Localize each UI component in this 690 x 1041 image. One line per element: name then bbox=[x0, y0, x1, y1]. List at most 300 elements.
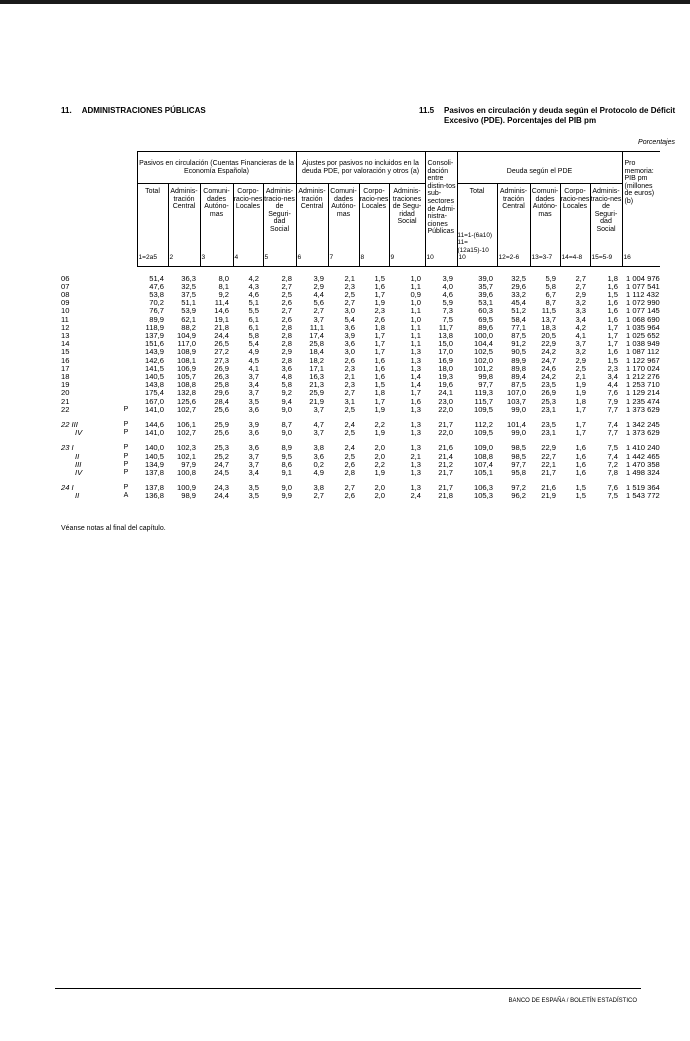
cell-col-5: 2,7 bbox=[281, 281, 292, 291]
cell-col-13: 5,9 bbox=[545, 273, 556, 283]
cell-col-3: 24,5 bbox=[214, 468, 229, 478]
cell-col-16: 1 373 629 bbox=[626, 404, 660, 414]
cell-col-9: 1,3 bbox=[410, 420, 421, 430]
cell-col-13: 13,7 bbox=[541, 314, 556, 324]
section-number: 11. bbox=[61, 106, 72, 115]
cell-col-9: 0,9 bbox=[410, 289, 421, 299]
section-title: ADMINISTRACIONES PÚBLICAS bbox=[81, 106, 206, 115]
cell-col-3: 11,4 bbox=[214, 298, 229, 308]
cell-col-12: 90,5 bbox=[511, 347, 526, 357]
cell-col-2: 62,1 bbox=[181, 314, 196, 324]
col-number: 4 bbox=[233, 254, 263, 266]
cell-col-3: 24,7 bbox=[214, 459, 229, 469]
cell-col-11: 39,0 bbox=[478, 273, 493, 283]
col-number: 16 bbox=[622, 254, 660, 266]
cell-col-6: 17,1 bbox=[309, 363, 324, 373]
cell-col-16: 1 253 710 bbox=[626, 380, 660, 390]
cell-col-11: 35,7 bbox=[478, 281, 493, 291]
col-regional-debt: Comuni-dades Autóno-mas bbox=[530, 184, 560, 255]
cell-col-5: 9,0 bbox=[281, 483, 292, 493]
cell-col-3: 24,3 bbox=[214, 483, 229, 493]
cell-col-8: 2,2 bbox=[374, 459, 385, 469]
cell-col-1: 118,9 bbox=[145, 322, 164, 332]
cell-col-4: 3,6 bbox=[248, 428, 259, 438]
cell-col-5: 2,8 bbox=[281, 273, 292, 283]
cell-col-13: 24,6 bbox=[541, 363, 556, 373]
cell-col-5: 2,8 bbox=[281, 322, 292, 332]
cell-col-14: 1,6 bbox=[575, 451, 586, 461]
cell-col-4: 3,7 bbox=[248, 451, 259, 461]
cell-col-8: 1,9 bbox=[374, 428, 385, 438]
cell-col-4: 3,5 bbox=[248, 491, 259, 501]
cell-col-10: 17,0 bbox=[438, 347, 453, 357]
cell-col-16: 1 442 465 bbox=[626, 451, 660, 461]
col-number: 13=3-7 bbox=[530, 254, 560, 266]
cell-col-3: 25,6 bbox=[214, 404, 229, 414]
cell-col-16: 1 235 474 bbox=[626, 396, 660, 406]
cell-col-1: 143,8 bbox=[144, 380, 164, 390]
cell-col-3: 24,4 bbox=[214, 331, 229, 340]
col-number: 7 bbox=[328, 254, 359, 266]
cell-col-9: 1,4 bbox=[410, 372, 421, 382]
col-total-debt-label: Total bbox=[469, 188, 485, 195]
row-flag: P bbox=[123, 484, 129, 492]
header-gdp-memo: Pro memoria: PIB pm (millones de euros) (b) bbox=[622, 152, 660, 255]
cell-col-12: 87,5 bbox=[511, 331, 526, 340]
cell-col-8: 1,5 bbox=[374, 273, 385, 283]
cell-col-13: 22,9 bbox=[541, 443, 556, 453]
row-label: 13 bbox=[61, 331, 70, 340]
cell-col-2: 98,9 bbox=[181, 491, 196, 501]
cell-col-11: 112,2 bbox=[474, 420, 493, 430]
cell-col-15: 1,8 bbox=[607, 273, 618, 283]
cell-col-10: 16,9 bbox=[438, 355, 453, 365]
row-label: II bbox=[75, 491, 80, 501]
cell-col-8: 1,8 bbox=[374, 388, 385, 398]
cell-col-4: 3,4 bbox=[248, 380, 259, 390]
cell-col-2: 105,7 bbox=[176, 372, 196, 382]
row-label: 20 bbox=[61, 388, 70, 398]
col-number: 2 bbox=[168, 254, 200, 266]
cell-col-7: 2,8 bbox=[344, 468, 355, 478]
table-row bbox=[61, 406, 660, 414]
cell-col-13: 22,9 bbox=[541, 339, 556, 349]
cell-col-2: 32,5 bbox=[181, 281, 196, 291]
col-social-adj: Adminis-traciones de Segu-ridad Social bbox=[389, 184, 425, 255]
cell-col-14: 2,1 bbox=[575, 372, 586, 382]
row-label: 15 bbox=[61, 347, 70, 357]
cell-col-9: 1,0 bbox=[410, 273, 421, 283]
cell-col-13: 5,8 bbox=[545, 281, 556, 291]
cell-col-7: 2,1 bbox=[344, 273, 355, 283]
cell-col-14: 3,2 bbox=[575, 298, 586, 308]
cell-col-2: 100,9 bbox=[176, 483, 196, 493]
cell-col-7: 2,4 bbox=[344, 420, 355, 430]
cell-col-12: 103,7 bbox=[506, 396, 526, 406]
cell-col-2: 36,3 bbox=[181, 273, 196, 283]
cell-col-10: 13,8 bbox=[438, 331, 453, 340]
cell-col-15: 7,4 bbox=[607, 420, 618, 430]
cell-col-10: 21,7 bbox=[438, 483, 453, 493]
cell-col-13: 18,3 bbox=[541, 322, 556, 332]
cell-col-7: 2,5 bbox=[344, 289, 355, 299]
cell-col-10: 22,0 bbox=[438, 404, 453, 414]
cell-col-1: 151,6 bbox=[144, 339, 164, 349]
row-flag bbox=[115, 324, 137, 332]
cell-col-3: 27,3 bbox=[214, 355, 229, 365]
cell-col-9: 1,0 bbox=[410, 314, 421, 324]
row-flag bbox=[115, 357, 137, 365]
cell-col-4: 3,7 bbox=[248, 459, 259, 469]
col-number: 6 bbox=[296, 254, 328, 266]
cell-col-7: 3,0 bbox=[344, 347, 355, 357]
col-number: 15=5-9 bbox=[590, 254, 622, 266]
bottom-rule bbox=[55, 988, 641, 989]
cell-col-6: 4,9 bbox=[313, 468, 324, 478]
row-flag bbox=[115, 332, 137, 340]
cell-col-12: 58,4 bbox=[511, 314, 526, 324]
cell-col-11: 107,4 bbox=[473, 459, 493, 469]
cell-col-6: 2,7 bbox=[313, 491, 324, 501]
cell-col-1: 140,5 bbox=[144, 451, 164, 461]
cell-col-5: 9,5 bbox=[281, 451, 292, 461]
cell-col-3: 25,8 bbox=[214, 380, 229, 390]
cell-col-7: 3,6 bbox=[344, 339, 355, 349]
cell-col-14: 2,5 bbox=[575, 363, 586, 373]
row-label: IV bbox=[75, 468, 83, 478]
cell-col-6: 2,7 bbox=[313, 306, 324, 316]
cell-col-12: 98,5 bbox=[511, 443, 526, 453]
cell-col-10: 18,0 bbox=[438, 363, 453, 373]
row-flag: P bbox=[123, 421, 129, 429]
cell-col-5: 2,5 bbox=[281, 289, 292, 299]
row-label: II bbox=[75, 451, 80, 461]
row-flag bbox=[115, 283, 137, 291]
cell-col-11: 104,4 bbox=[473, 339, 493, 349]
row-label: 16 bbox=[61, 355, 70, 365]
cell-col-12: 101,4 bbox=[506, 420, 526, 430]
cell-col-11: 109,5 bbox=[473, 428, 493, 438]
row-flag bbox=[115, 340, 137, 348]
cell-col-16: 1 072 990 bbox=[626, 298, 660, 308]
cell-col-16: 1 498 324 bbox=[626, 468, 660, 478]
cell-col-16: 1 035 964 bbox=[626, 322, 660, 332]
cell-col-8: 2,0 bbox=[374, 491, 385, 501]
cell-col-9: 1,3 bbox=[410, 468, 421, 478]
data-table bbox=[61, 151, 660, 501]
cell-col-1: 137,8 bbox=[144, 483, 164, 493]
cell-col-8: 1,6 bbox=[374, 372, 385, 382]
cell-col-14: 2,7 bbox=[575, 281, 586, 291]
cell-col-14: 1,7 bbox=[575, 420, 586, 430]
cell-col-10: 15,0 bbox=[438, 339, 453, 349]
row-label: 22 bbox=[61, 404, 70, 414]
cell-col-6: 18,4 bbox=[309, 347, 324, 357]
cell-col-13: 21,7 bbox=[541, 468, 556, 478]
cell-col-7: 2,3 bbox=[344, 380, 355, 390]
cell-col-4: 3,5 bbox=[248, 483, 259, 493]
cell-col-1: 47,6 bbox=[149, 281, 164, 291]
cell-col-8: 1,7 bbox=[374, 289, 385, 299]
cell-col-2: 108,1 bbox=[176, 355, 196, 365]
cell-col-6: 21,3 bbox=[309, 380, 324, 390]
cell-col-2: 102,7 bbox=[176, 428, 196, 438]
cell-col-13: 24,2 bbox=[541, 347, 556, 357]
row-flag: P bbox=[123, 405, 129, 413]
cell-col-5: 2,6 bbox=[281, 298, 292, 308]
cell-col-10: 19,3 bbox=[438, 372, 453, 382]
cell-col-10: 24,1 bbox=[438, 388, 453, 398]
cell-col-4: 5,8 bbox=[248, 331, 259, 340]
cell-col-2: 132,8 bbox=[176, 388, 196, 398]
cell-col-12: 89,8 bbox=[511, 363, 526, 373]
cell-col-1: 134,9 bbox=[144, 459, 164, 469]
cell-col-4: 4,1 bbox=[248, 363, 259, 373]
cell-col-14: 2,9 bbox=[575, 355, 586, 365]
cell-col-15: 7,7 bbox=[607, 428, 618, 438]
cell-col-3: 19,1 bbox=[214, 314, 229, 324]
cell-col-16: 1 068 690 bbox=[626, 314, 660, 324]
cell-col-11: 109,0 bbox=[473, 443, 493, 453]
cell-col-6: 3,8 bbox=[313, 483, 324, 493]
cell-col-11: 102,5 bbox=[473, 347, 493, 357]
cell-col-14: 1,6 bbox=[575, 459, 586, 469]
section-heading bbox=[61, 106, 216, 115]
cell-col-6: 4,4 bbox=[313, 289, 324, 299]
cell-col-9: 1,1 bbox=[410, 322, 421, 332]
row-flag bbox=[115, 373, 137, 381]
cell-col-1: 142,6 bbox=[144, 355, 164, 365]
row-label: 10 bbox=[61, 306, 70, 316]
cell-col-11: 119,3 bbox=[474, 388, 493, 398]
row-label: 21 bbox=[61, 396, 70, 406]
cell-col-1: 53,8 bbox=[149, 289, 164, 299]
col-social-liab: Adminis-tracio-nes de Seguri-dad Social bbox=[263, 184, 296, 255]
cell-col-6: 25,8 bbox=[309, 339, 324, 349]
cell-col-7: 2,6 bbox=[344, 459, 355, 469]
cell-col-2: 108,9 bbox=[176, 347, 196, 357]
col-central-debt: Adminis-tración Central bbox=[497, 184, 530, 255]
col-total-liab: Total bbox=[137, 184, 168, 255]
cell-col-13: 23,5 bbox=[541, 420, 556, 430]
cell-col-6: 3,7 bbox=[313, 428, 324, 438]
cell-col-15: 7,8 bbox=[607, 468, 618, 478]
row-flag bbox=[115, 389, 137, 397]
cell-col-12: 98,5 bbox=[511, 451, 526, 461]
cell-col-2: 102,7 bbox=[176, 404, 196, 414]
col-number: 5 bbox=[263, 254, 296, 266]
cell-col-15: 1,6 bbox=[607, 298, 618, 308]
cell-col-10: 4,0 bbox=[442, 281, 453, 291]
cell-col-5: 5,8 bbox=[281, 380, 292, 390]
row-flag: P bbox=[123, 429, 129, 437]
cell-col-11: 100,0 bbox=[473, 331, 493, 340]
cell-col-5: 4,8 bbox=[281, 372, 292, 382]
cell-col-4: 4,5 bbox=[248, 355, 259, 365]
cell-col-5: 2,8 bbox=[281, 331, 292, 340]
cell-col-8: 1,8 bbox=[374, 322, 385, 332]
cell-col-8: 1,9 bbox=[374, 468, 385, 478]
cell-col-12: 29,6 bbox=[511, 281, 526, 291]
row-label: 24 I bbox=[61, 483, 74, 493]
cell-col-7: 3,1 bbox=[344, 396, 355, 406]
cell-col-15: 4,4 bbox=[607, 380, 618, 390]
cell-col-3: 8,1 bbox=[218, 281, 229, 291]
cell-col-1: 136,8 bbox=[144, 491, 164, 501]
cell-col-6: 16,3 bbox=[309, 372, 324, 382]
cell-col-9: 1,7 bbox=[410, 388, 421, 398]
cell-col-7: 2,3 bbox=[344, 363, 355, 373]
cell-col-10: 19,6 bbox=[438, 380, 453, 390]
row-label: 18 bbox=[61, 372, 70, 382]
cell-col-12: 107,0 bbox=[506, 388, 526, 398]
cell-col-6: 3,6 bbox=[313, 451, 324, 461]
cell-col-2: 117,0 bbox=[177, 339, 196, 349]
cell-col-2: 97,9 bbox=[181, 459, 196, 469]
cell-col-8: 2,0 bbox=[374, 483, 385, 493]
cell-col-1: 140,5 bbox=[144, 372, 164, 382]
cell-col-10: 11,7 bbox=[438, 322, 453, 332]
row-flag bbox=[115, 381, 137, 389]
cell-col-8: 2,0 bbox=[374, 443, 385, 453]
cell-col-2: 51,1 bbox=[181, 298, 196, 308]
row-flag bbox=[115, 275, 137, 283]
cell-col-8: 1,7 bbox=[374, 331, 385, 340]
cell-col-10: 3,9 bbox=[442, 273, 453, 283]
row-flag bbox=[115, 299, 137, 307]
cell-col-15: 1,5 bbox=[607, 355, 618, 365]
cell-col-2: 102,1 bbox=[176, 451, 196, 461]
cell-col-2: 100,8 bbox=[176, 468, 196, 478]
cell-col-13: 8,7 bbox=[545, 298, 556, 308]
cell-col-13: 21,6 bbox=[541, 483, 556, 493]
cell-col-5: 2,8 bbox=[281, 339, 292, 349]
cell-col-4: 3,5 bbox=[248, 396, 259, 406]
cell-col-14: 3,4 bbox=[575, 314, 586, 324]
cell-col-1: 141,0 bbox=[144, 404, 164, 414]
cell-col-3: 9,2 bbox=[218, 289, 229, 299]
col-number: 10 bbox=[425, 254, 457, 266]
cell-col-12: 89,9 bbox=[511, 355, 526, 365]
cell-col-14: 3,2 bbox=[575, 347, 586, 357]
col-number: 12=2-6 bbox=[497, 254, 530, 266]
cell-col-14: 1,7 bbox=[575, 404, 586, 414]
cell-col-3: 26,3 bbox=[214, 372, 229, 382]
row-flag bbox=[115, 365, 137, 373]
page-footer: BANCO DE ESPAÑA / BOLETÍN ESTADÍSTICO bbox=[508, 998, 637, 1004]
cell-col-3: 26,5 bbox=[214, 339, 229, 349]
cell-col-15: 7,7 bbox=[607, 404, 618, 414]
table-row bbox=[61, 469, 660, 477]
row-label: 11 bbox=[61, 314, 69, 324]
cell-col-14: 4,2 bbox=[575, 322, 586, 332]
row-flag bbox=[115, 398, 137, 406]
cell-col-16: 1 470 358 bbox=[626, 459, 660, 469]
cell-col-15: 1,7 bbox=[607, 339, 618, 349]
cell-col-4: 3,6 bbox=[248, 404, 259, 414]
row-label: 17 bbox=[61, 363, 70, 373]
cell-col-9: 1,6 bbox=[410, 396, 421, 406]
cell-col-14: 1,9 bbox=[575, 388, 586, 398]
cell-col-14: 4,1 bbox=[575, 331, 586, 340]
cell-col-14: 1,9 bbox=[575, 380, 586, 390]
cell-col-2: 53,9 bbox=[181, 306, 196, 316]
cell-col-13: 21,9 bbox=[541, 491, 556, 501]
cell-col-3: 25,6 bbox=[214, 428, 229, 438]
cell-col-6: 18,2 bbox=[309, 355, 324, 365]
row-label: 14 bbox=[61, 339, 70, 349]
cell-col-16: 1 077 145 bbox=[626, 306, 660, 316]
col-total-debt-formula: 11=1-(6a10) 11=(12a15)-10 bbox=[457, 231, 493, 254]
cell-col-4: 5,5 bbox=[248, 306, 259, 316]
cell-col-5: 9,9 bbox=[281, 491, 292, 501]
cell-col-9: 1,3 bbox=[410, 443, 421, 453]
col-number: 14=4-8 bbox=[560, 254, 590, 266]
cell-col-13: 11,5 bbox=[541, 306, 556, 316]
cell-col-8: 1,7 bbox=[374, 347, 385, 357]
cell-col-2: 102,3 bbox=[176, 443, 196, 453]
cell-col-10: 22,0 bbox=[438, 428, 453, 438]
unit-label: Porcentajes bbox=[638, 139, 675, 146]
cell-col-8: 1,7 bbox=[374, 396, 385, 406]
col-number: 10 bbox=[457, 254, 497, 266]
cell-col-1: 144,6 bbox=[144, 420, 164, 430]
cell-col-15: 2,3 bbox=[607, 363, 618, 373]
row-flag: A bbox=[123, 492, 129, 500]
cell-col-13: 22,1 bbox=[541, 459, 556, 469]
cell-col-12: 96,2 bbox=[511, 491, 526, 501]
cell-col-5: 8,6 bbox=[281, 459, 292, 469]
cell-col-8: 1,9 bbox=[374, 298, 385, 308]
cell-col-9: 1,3 bbox=[410, 459, 421, 469]
row-label: 12 bbox=[61, 322, 70, 332]
cell-col-7: 2,7 bbox=[344, 388, 355, 398]
cell-col-6: 2,9 bbox=[313, 281, 324, 291]
cell-col-6: 11,1 bbox=[309, 322, 324, 332]
cell-col-11: 109,5 bbox=[473, 404, 493, 414]
cell-col-1: 143,9 bbox=[144, 347, 164, 357]
cell-col-12: 45,4 bbox=[511, 298, 526, 308]
cell-col-16: 1 004 976 bbox=[626, 273, 660, 283]
cell-col-11: 106,3 bbox=[473, 483, 493, 493]
cell-col-6: 25,9 bbox=[309, 388, 324, 398]
cell-col-14: 3,3 bbox=[575, 306, 586, 316]
cell-col-15: 7,5 bbox=[607, 443, 618, 453]
row-flag bbox=[115, 291, 137, 299]
row-label: 07 bbox=[61, 281, 70, 291]
cell-col-7: 2,5 bbox=[344, 451, 355, 461]
cell-col-1: 167,0 bbox=[144, 396, 164, 406]
cell-col-6: 17,4 bbox=[309, 331, 324, 340]
header-pde-debt: Deuda según el PDE bbox=[457, 152, 622, 184]
cell-col-16: 1 373 629 bbox=[626, 428, 660, 438]
cell-col-14: 2,9 bbox=[575, 289, 586, 299]
cell-col-7: 2,6 bbox=[344, 355, 355, 365]
cell-col-4: 3,6 bbox=[248, 443, 259, 453]
cell-col-11: 101,2 bbox=[473, 363, 493, 373]
cell-col-4: 4,6 bbox=[248, 289, 259, 299]
col-social-debt: Adminis-tracio-nes de Seguri-dad Social bbox=[590, 184, 622, 255]
cell-col-10: 21,8 bbox=[438, 491, 453, 501]
cell-col-4: 3,7 bbox=[248, 388, 259, 398]
cell-col-10: 21,7 bbox=[438, 420, 453, 430]
cell-col-15: 7,2 bbox=[607, 459, 618, 469]
cell-col-7: 2,7 bbox=[344, 298, 355, 308]
row-label: 08 bbox=[61, 289, 70, 299]
cell-col-14: 1,5 bbox=[575, 483, 586, 493]
cell-col-10: 21,7 bbox=[438, 468, 453, 478]
col-total-debt bbox=[457, 184, 497, 255]
